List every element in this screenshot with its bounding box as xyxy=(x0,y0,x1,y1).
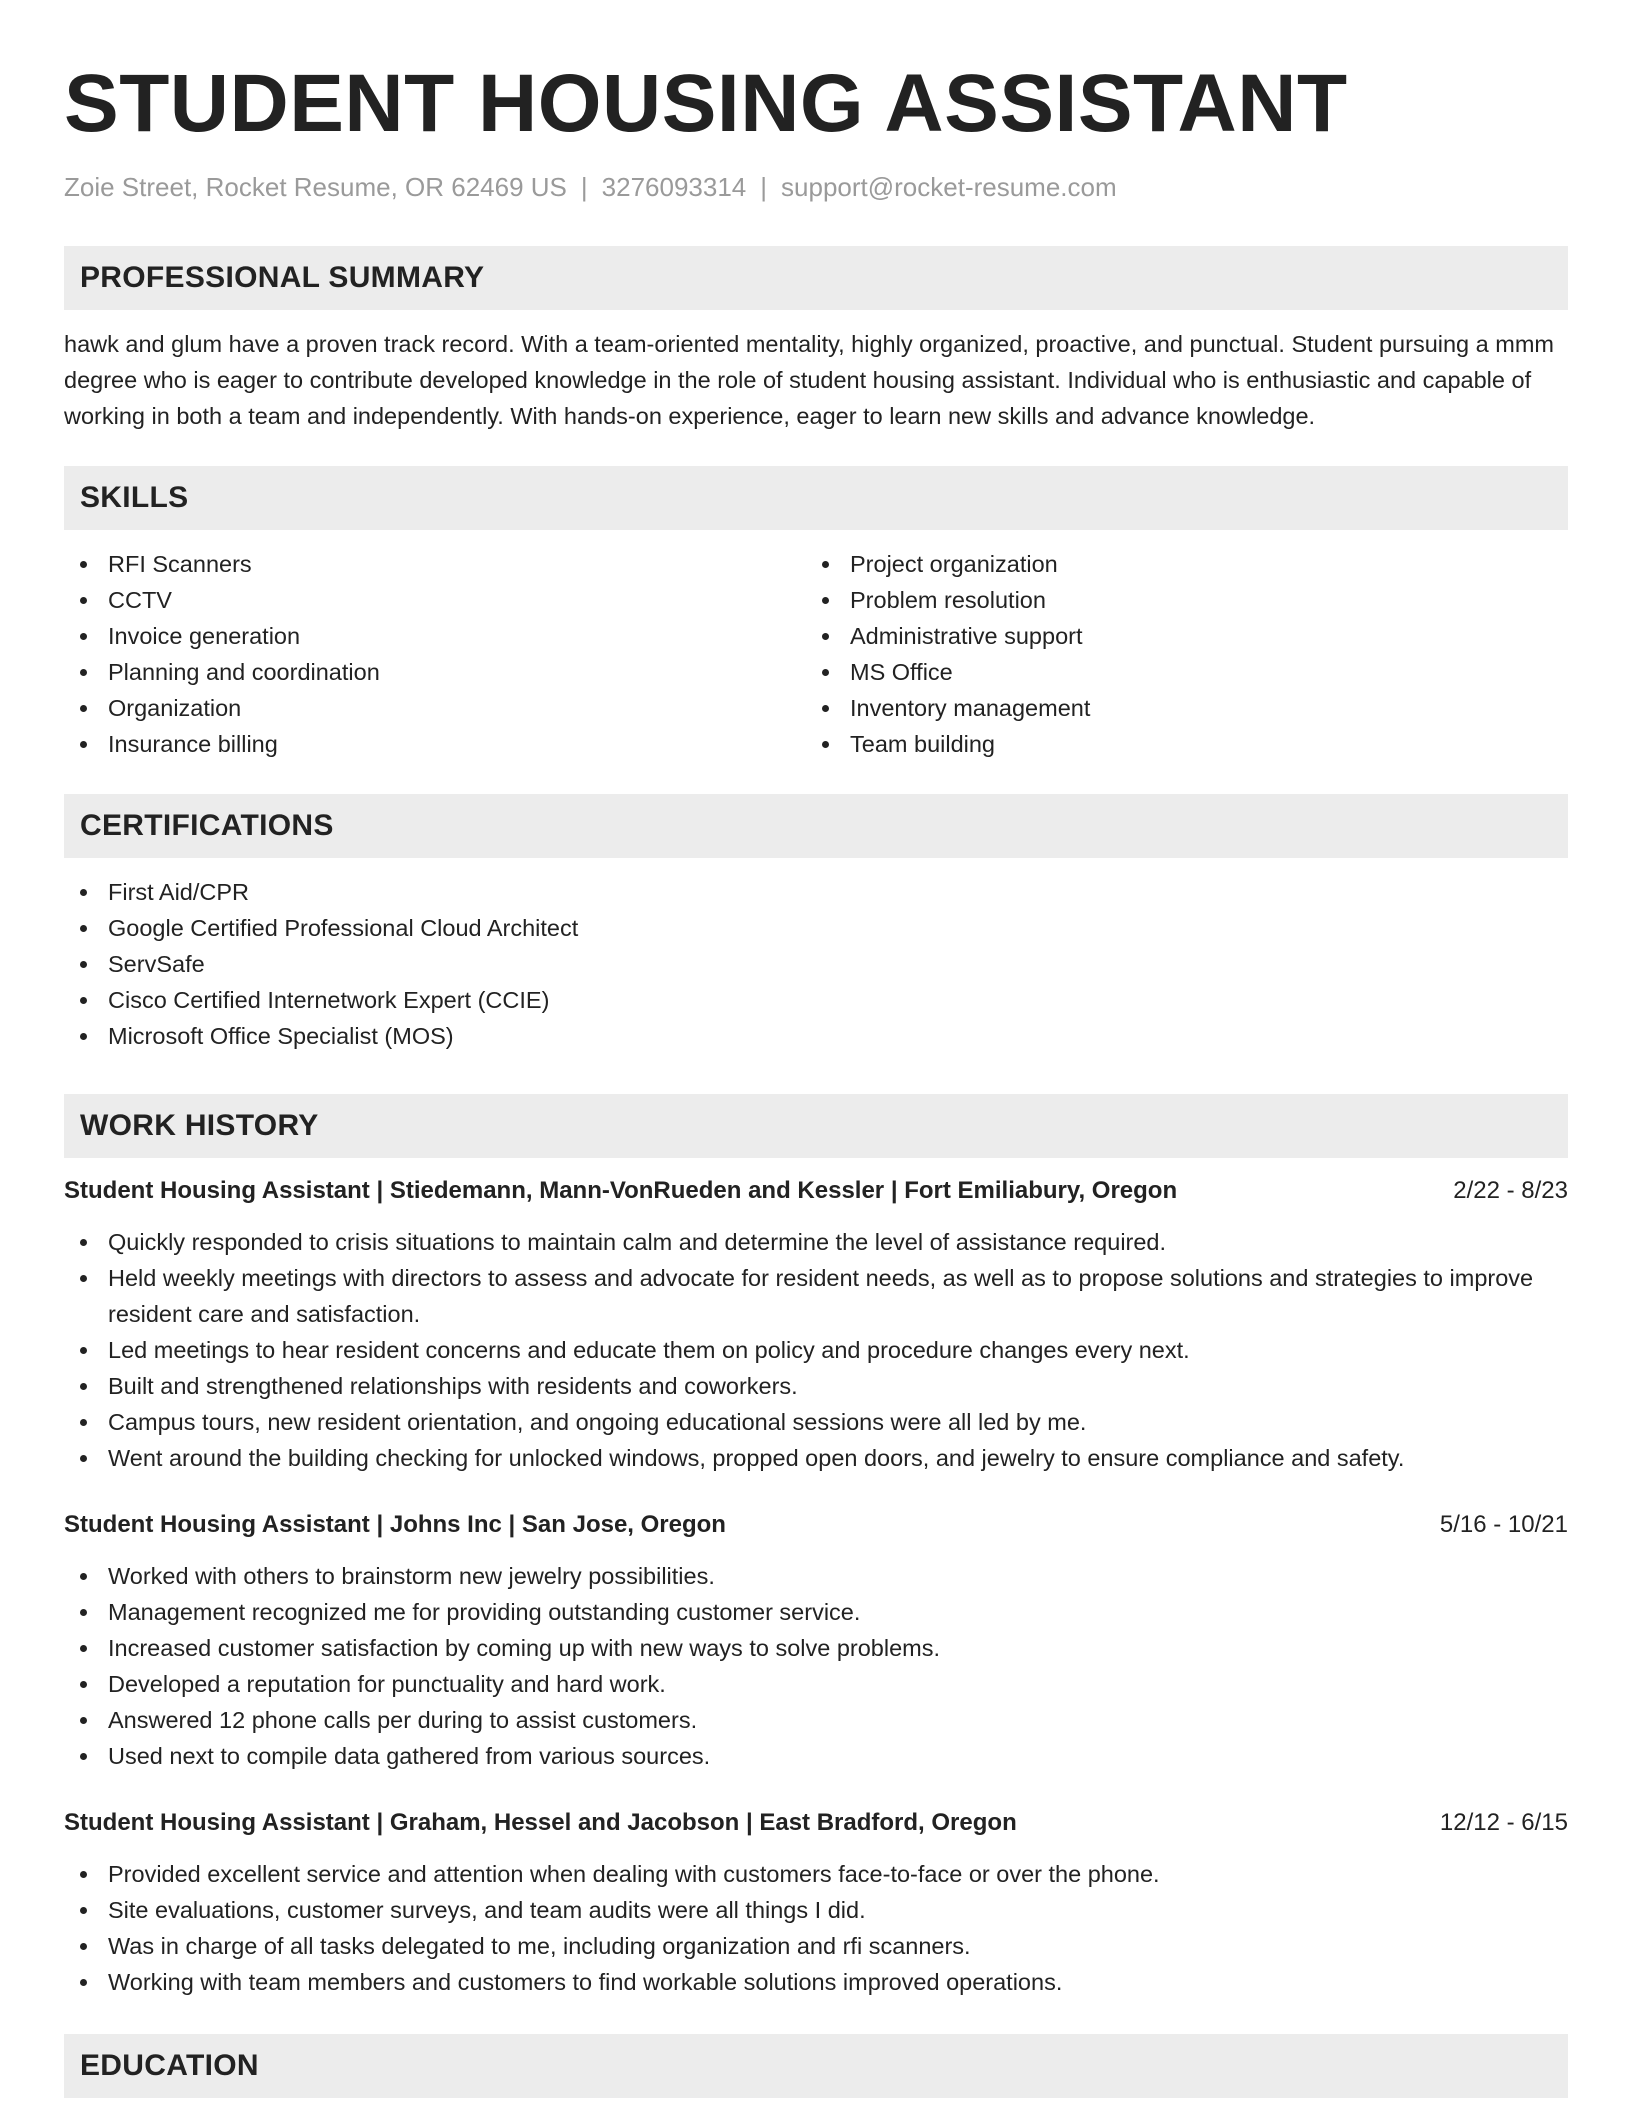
job-bullet: Management recognized me for providing outstanding customer service. xyxy=(64,1594,1568,1630)
job-bullet: Held weekly meetings with directors to assess and advocate for resident needs, as well as to propose solutions and strategies to improve resident care and satisfaction. xyxy=(64,1260,1568,1332)
skill-item: CCTV xyxy=(64,582,806,618)
job-entry xyxy=(64,1174,1568,1476)
job-title: Student Housing Assistant | Graham, Hessel and Jacobson | East Bradford, Oregon xyxy=(64,1809,1017,1836)
job-bullets xyxy=(64,1558,1568,1774)
skill-item: Administrative support xyxy=(806,618,1548,654)
job-bullet: Was in charge of all tasks delegated to me, including organization and rfi scanners. xyxy=(64,1928,1568,1964)
certification-item: First Aid/CPR xyxy=(64,874,1568,910)
certification-item: Google Certified Professional Cloud Architect xyxy=(64,910,1568,946)
skills-heading: SKILLS xyxy=(64,466,1568,530)
job-bullet: Answered 12 phone calls per during to assist customers. xyxy=(64,1702,1568,1738)
job-bullet: Site evaluations, customer surveys, and team audits were all things I did. xyxy=(64,1892,1568,1928)
job-entry xyxy=(64,1508,1568,1774)
job-dates: 5/16 - 10/21 xyxy=(1439,1511,1568,1538)
certification-item: ServSafe xyxy=(64,946,1568,982)
contact-separator: | xyxy=(580,172,588,202)
job-bullet: Campus tours, new resident orientation, and ongoing educational sessions were all led by me. xyxy=(64,1404,1568,1440)
skill-item: Inventory management xyxy=(806,690,1548,726)
skill-item: Insurance billing xyxy=(64,726,806,762)
summary-heading: PROFESSIONAL SUMMARY xyxy=(64,246,1568,310)
certifications-list xyxy=(64,874,1568,1054)
certification-item: Cisco Certified Internetwork Expert (CCIE) xyxy=(64,982,1568,1018)
contact-email: support@rocket-resume.com xyxy=(781,172,1117,202)
education-heading: EDUCATION xyxy=(64,2034,1568,2098)
skills-left-column xyxy=(64,546,806,762)
work-history-heading: WORK HISTORY xyxy=(64,1094,1568,1158)
certifications-heading: CERTIFICATIONS xyxy=(64,794,1568,858)
skill-item: Problem resolution xyxy=(806,582,1548,618)
job-dates: 2/22 - 8/23 xyxy=(1453,1177,1568,1204)
job-bullet: Went around the building checking for unlocked windows, propped open doors, and jewelry to ensure compliance and safety. xyxy=(64,1440,1568,1476)
job-header xyxy=(64,1806,1568,1840)
summary-text: hawk and glum have a proven track record. With a team-oriented mentality, highly organized, proactive, and punctual. Student pursuing a mmm degree who is eager to contribute developed knowledge in the role of student housing assistant. Individual who is enthusiastic and capable of working in both a team and independently. With hands-on experience, eager to learn new skills and advance knowledge. xyxy=(64,331,1554,429)
skill-item: Invoice generation xyxy=(64,618,806,654)
skill-item: Team building xyxy=(806,726,1548,762)
skills-grid xyxy=(64,546,1568,762)
job-bullet: Built and strengthened relationships with residents and coworkers. xyxy=(64,1368,1568,1404)
job-header xyxy=(64,1174,1568,1208)
skill-item: MS Office xyxy=(806,654,1548,690)
contact-line xyxy=(64,170,1568,204)
skill-item: Organization xyxy=(64,690,806,726)
skills-right-column xyxy=(806,546,1548,762)
job-bullet: Used next to compile data gathered from various sources. xyxy=(64,1738,1568,1774)
skill-item: Project organization xyxy=(806,546,1548,582)
job-bullet: Provided excellent service and attention when dealing with customers face-to-face or over the phone. xyxy=(64,1856,1568,1892)
contact-address: Zoie Street, Rocket Resume, OR 62469 US xyxy=(64,172,567,202)
job-bullet: Working with team members and customers to find workable solutions improved operations. xyxy=(64,1964,1568,2000)
job-bullet: Increased customer satisfaction by coming up with new ways to solve problems. xyxy=(64,1630,1568,1666)
job-bullet: Led meetings to hear resident concerns and educate them on policy and procedure changes every next. xyxy=(64,1332,1568,1368)
job-title: Student Housing Assistant | Johns Inc | San Jose, Oregon xyxy=(64,1511,726,1538)
job-bullet: Worked with others to brainstorm new jewelry possibilities. xyxy=(64,1558,1568,1594)
job-bullets xyxy=(64,1856,1568,2000)
job-dates: 12/12 - 6/15 xyxy=(1439,1809,1568,1836)
contact-separator: | xyxy=(760,172,768,202)
contact-phone: 3276093314 xyxy=(601,172,747,202)
resume-name: STUDENT HOUSING ASSISTANT xyxy=(64,58,1348,149)
job-entry xyxy=(64,1806,1568,2000)
certification-item: Microsoft Office Specialist (MOS) xyxy=(64,1018,1568,1054)
job-bullet: Quickly responded to crisis situations to maintain calm and determine the level of assistance required. xyxy=(64,1224,1568,1260)
job-bullets xyxy=(64,1224,1568,1476)
skill-item: RFI Scanners xyxy=(64,546,806,582)
skill-item: Planning and coordination xyxy=(64,654,806,690)
job-bullet: Developed a reputation for punctuality and hard work. xyxy=(64,1666,1568,1702)
job-header xyxy=(64,1508,1568,1542)
job-title: Student Housing Assistant | Stiedemann, Mann-VonRueden and Kessler | Fort Emiliabury, Oregon xyxy=(64,1177,1178,1204)
